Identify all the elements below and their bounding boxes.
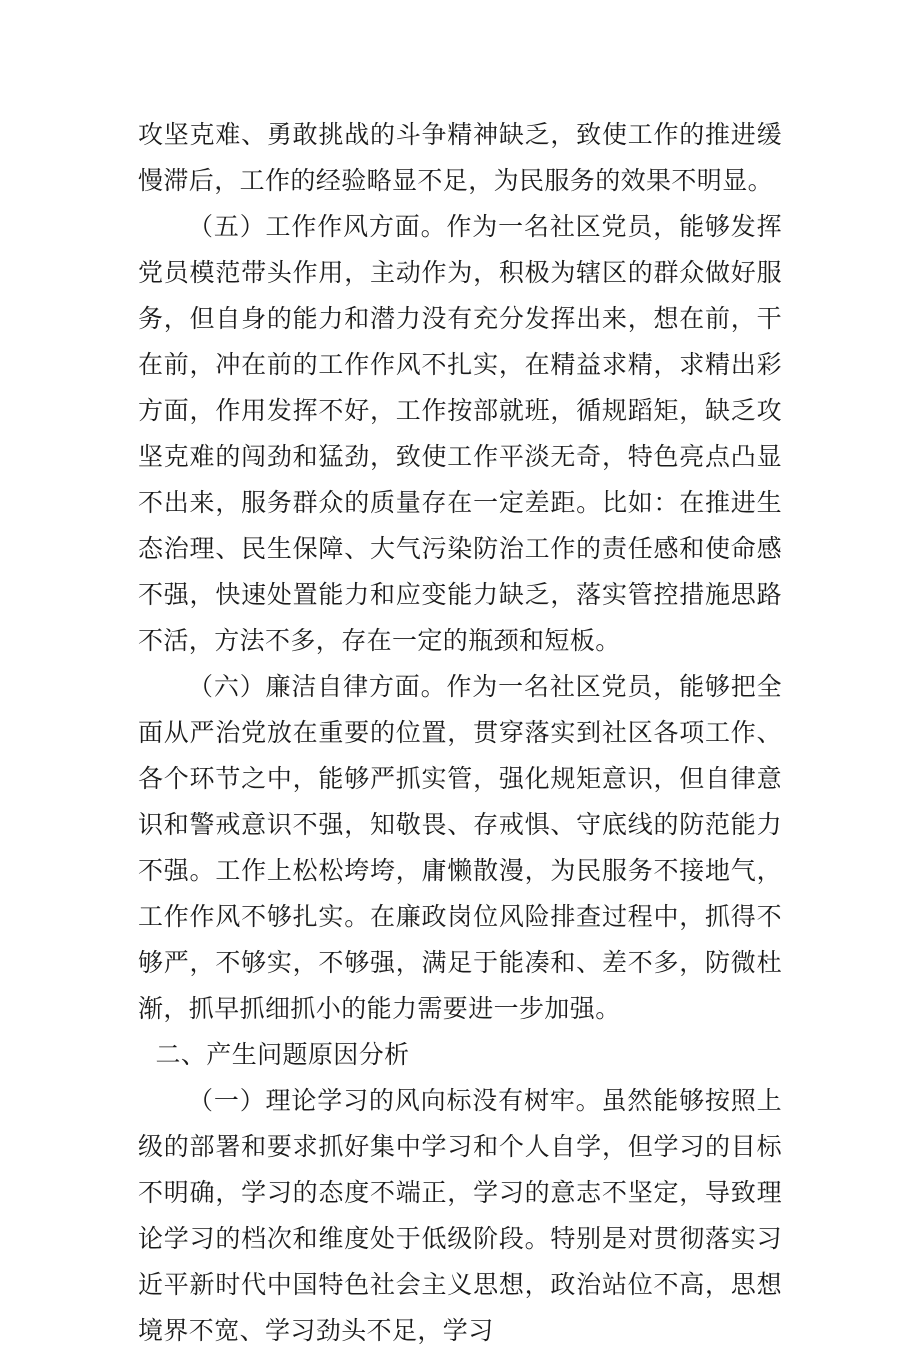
paragraph-continuation: 攻坚克难、勇敢挑战的斗争精神缺乏，致使工作的推进缓慢滞后，工作的经验略显不足，为民服务的效果不明显。 <box>138 120 782 195</box>
section-heading-cause-analysis: 二、产生问题原因分析 <box>155 1040 410 1069</box>
paragraph-work-style: （五）工作作风方面。作为一名社区党员，能够发挥党员模范带头作用，主动作为，积极为辖区的群众做好服务，但自身的能力和潜力没有充分发挥出来，想在前，干在前，冲在前的工作作风不扎实，在精益求精，求精出彩方面，作用发挥不好，工作按部就班，循规蹈矩，缺乏攻坚克难的闯劲和猛劲，致使工作平淡无奇，特色亮点凸显不出来，服务群众的质量存在一定差距。比如：在推进生态治理、民生保障、大气污染防治工作的责任感和使命感不强，快速处置能力和应变能力缺乏，落实管控措施思路不活，方法不多，存在一定的瓶颈和短板。 <box>138 212 782 655</box>
paragraph-integrity: （六）廉洁自律方面。作为一名社区党员，能够把全面从严治党放在重要的位置，贯穿落实到社区各项工作、各个环节之中，能够严抓实管，强化规矩意识，但自律意识和警戒意识不强，知敬畏、存戒惧、守底线的防范能力不强。工作上松松垮垮，庸懒散漫，为民服务不接地气，工作作风不够扎实。在廉政岗位风险排查过程中，抓得不够严，不够实，不够强，满足于能凑和、差不多，防微杜渐，抓早抓细抓小的能力需要进一步加强。 <box>138 672 782 1023</box>
paragraph-theory-study: （一）理论学习的风向标没有树牢。虽然能够按照上级的部署和要求抓好集中学习和个人自学，但学习的目标不明确，学习的态度不端正，学习的意志不坚定，导致理论学习的档次和维度处于低级阶段。特别是对贯彻落实习近平新时代中国特色社会主义思想，政治站位不高，思想境界不宽、学习劲头不足，学习 <box>138 1086 782 1345</box>
document-body <box>138 112 782 1354</box>
